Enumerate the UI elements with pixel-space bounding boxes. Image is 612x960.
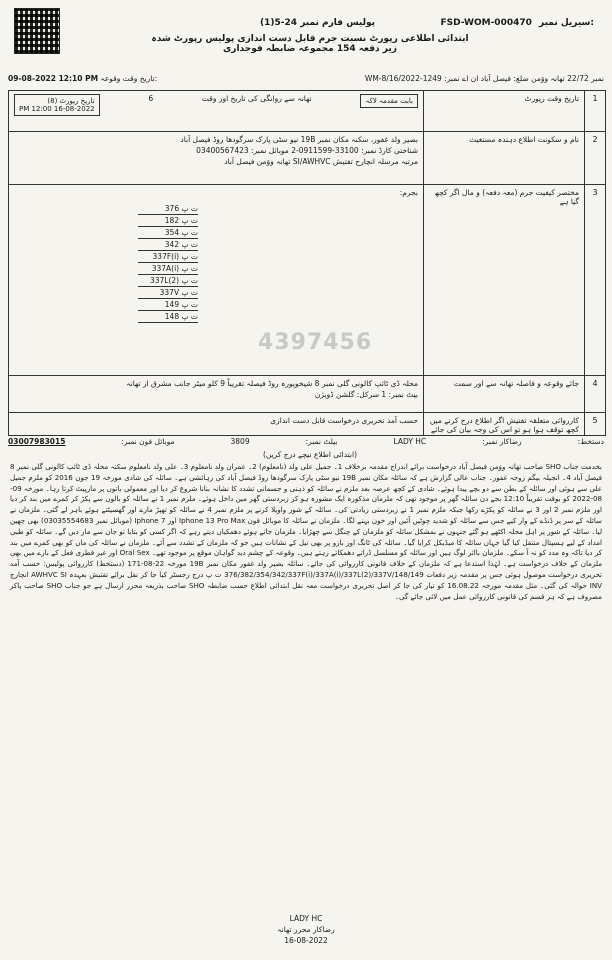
volunteer-label: رضاکار نمبر:	[482, 437, 522, 446]
section-item: 182 ت پ	[138, 215, 198, 227]
section-item: 337L(2) ت پ	[138, 275, 198, 287]
section-item: 337F(i) ت پ	[138, 251, 198, 263]
signature-row	[8, 437, 604, 446]
sections-list	[138, 203, 198, 323]
belt-number: 3809	[230, 437, 250, 446]
footer-role: رضاکار محرر تھانہ	[277, 925, 335, 934]
document-title: ابتدائی اطلاعی رپورٹ نسبت جرم قابل دست اندازی پولیس رپورٹ شدہ زیر دفعہ 154 مجموعہ ضابطہ فوجداری	[151, 34, 469, 54]
departure-label: تھانہ سے روانگی کی تاریخ اور وقت	[201, 94, 312, 103]
section-item: 342 ت پ	[138, 239, 198, 251]
incident-datetime-value: 09-08-2022 12:10 PM	[8, 74, 99, 83]
signature-label: دستخط:	[577, 437, 604, 446]
incident-datetime	[8, 74, 157, 83]
beat-circle: بیٹ نمبر: 1 سرکل: گلشن ڈویژن	[314, 390, 418, 399]
case-type-box: بابت مقدمہ لاکہ	[360, 94, 418, 108]
row4-num: 4	[584, 376, 605, 412]
incident-datetime-label: تاریخ وقت وقوعہ:	[100, 74, 158, 83]
narrative-subtitle: (ابتدائی اطلاع نیچے درج کریں)	[262, 450, 358, 459]
section-item: 337A(i) ت پ	[138, 263, 198, 275]
sections-title: بجرم:	[399, 188, 418, 197]
row2-num: 2	[584, 132, 605, 184]
row1-num: 1	[584, 91, 605, 131]
table-row	[9, 91, 605, 132]
serial-label: سیریل نمبر:	[539, 18, 594, 28]
row1-label: تاریخ وقت رپورٹ	[423, 91, 584, 131]
section-item: 376 ت پ	[138, 203, 198, 215]
narrative-text: بخدمت جناب SHO صاحب تھانہ ووَمن فیصل آباد درخواست برائے اندراج مقدمہ برخلاف 1۔ جمیل علی ولد (نامعلوم) 2۔ عمران ولد نامعلوم 3۔ علی ولد نامعلوم سکنہ محلہ ڈی ٹائپ کالونی گلی نمبر 8 فیصل آباد 4۔ انجیلہ بیگم زوجہ غفور۔ جناب عالی گزارش ہے کہ سائلہ مکان نمبر 19B نیو سٹی پارک سرگودھا روڈ فیصل آباد کی رہائشی ہے۔ سائلہ کی شادی مورخہ 19 جون 2016 کو ملزم جمیل علی سے ہوئی اور سائلہ کے بطن سے دو بچے پیدا ہوئے۔ شادی کے کچھ عرصہ بعد ملزم نے سائلہ کو ذہنی و جسمانی تشدد کا نشانہ بنانا شروع کر دیا اور معمولی باتوں پر مارپیٹ کرتا رہا۔ مورخہ 09-08-2022 کو بوقت تقریباً 12:10 بجے دن سائلہ گھر پر موجود تھی کہ ملزمان مذکورہ ایک مشورہ ہو کر زبردستی گھر میں داخل ہوئے۔ ملزم نمبر 1 نے سائلہ کو بالوں سے پکڑ کر کمرے میں بند کر دیا اور ملزم نمبر 2 اور 3 نے سائلہ کو پکڑے رکھا جبکہ ملزم نمبر 1 نے زبردستی زیادتی کی۔ سائلہ کے شور واویلا کرنے پر ملزم نمبر 4 نے سائلہ کو تھپڑ مارے اور گھسیٹتے ہوئے باہر لے گئی۔ ملزمان نے سائلہ کے سر پر ڈنڈے کے وار کیے جس سے سائلہ کو شدید چوٹیں آئیں اور خون بہنے لگا۔ ملزمان نے سائلہ کا موبائل فون Iphone 13 Pro Max اور Iphone 7 (موبائل نمبر 03035554683) بھی چھین لیا۔ سائلہ کے شور پر اہل محلہ اکٹھے ہو گئے جنہوں نے بمشکل سائلہ کو ملزمان کے چنگل سے چھڑایا۔ ملزمان جاتے ہوئے دھمکیاں دیتے رہے کہ اگر کسی کو بتایا تو جان سے مار دیں گے۔ سائلہ کو طبی امداد کے لیے ہسپتال منتقل کیا گیا جہاں سائلہ کا میڈیکل کرایا گیا۔ سائلہ کی ٹانگ اور بازو پر بھی نیل کے نشانات ہیں جو کہ ملزمان کے تشدد سے آئے۔ ملزمان نے سائلہ کی ماں کو بھی کمرے میں بند کر دیا تاکہ وہ مدد کو نہ آ سکے۔ ملزمان بااثر لوگ ہیں اور سائلہ کو مسلسل ڈراتے دھمکاتے رہتے ہیں۔ وقوعہ کے چشم دید گواہان موقع پر موجود تھے۔ Oral Sex اور غیر فطری فعل کے بارے میں بھی ملزمان کے خلاف درخواست ہے۔ لہٰذا استدعا ہے کہ ملزمان کے خلاف قانونی کارروائی کی جائے۔ سائلہ بصیر ولد غفور مکان نمبر 19B مورخہ 22-08-171 (دستخط) کارروائی پولیس: حسب آمد تحریری درخواست موصول ہوئی جس پر مقدمہ زیر دفعات 376/382/354/342/337F(i)/337A(i)/337L(2)/337V/148/149 ت پ درج رجسٹر کیا جا کر نقل برائے تفتیش بعہدہ AWHVC SI انچارج INV حوالہ کی گئی۔ مثل مقدمہ مورخہ 16.08.22 کو تیار کی جا کر اصل تحریری درخواست معہ نقل ابتدائی اطلاع حسب ضابطہ SHO صاحب بذریعہ محرر ارسال ہے جو جناب SHO صاحب پاکر مصروف ہے کہ ہر قسم کی قانونی کارروائی عمل میں لائی جائے گی۔	[10, 462, 603, 601]
footer	[0, 912, 612, 947]
row4-label: جائے وقوعہ و فاصلہ تھانہ سے اور سمت	[423, 376, 584, 412]
row5-values: حسب آمد تحریری درخواست قابل دست اندازی	[270, 416, 418, 425]
section-item: 354 ت پ	[138, 227, 198, 239]
section-item: 149 ت پ	[138, 299, 198, 311]
phone-label: موبائل فون نمبر:	[121, 437, 175, 446]
report-date-box	[14, 94, 100, 116]
qr-code-icon	[14, 8, 60, 54]
row5-num: 5	[584, 413, 605, 435]
section-item: 148 ت پ	[138, 311, 198, 323]
table-row	[9, 413, 605, 435]
report-date-value: 16-08-2022 12:00 PM	[19, 105, 95, 113]
complainant-officer: مرتبہ مرسلہ انچارج تفتیش SI/AWHVC تھانہ ووَمن فیصل آباد	[224, 157, 418, 166]
serial-value: FSD-WOM-000470	[440, 18, 532, 28]
footer-date: 16-08-2022	[284, 936, 328, 945]
form-number: پولیس فارم نمبر 24-5(1)	[260, 18, 375, 28]
row5-label: کارروائی متعلقہ تفتیش اگر اطلاع درج کرنے میں کچھ توقف ہوا ہو تو اس کی وجہ بیان کی جائے	[423, 413, 584, 435]
row2-values	[9, 132, 423, 184]
location-text: محلہ ڈی ٹائپ کالونی گلی نمبر 8 شیخوپورہ روڈ فیصلہ تقریباً 9 کلو میٹر جانب مشرق از تھانہ	[126, 379, 418, 388]
meta-row	[8, 74, 604, 83]
section-item: 337V ت پ	[138, 287, 198, 299]
belt-label: بیلٹ نمبر:	[305, 437, 338, 446]
row3-num: 3	[584, 185, 605, 375]
complainant-name: بصیر ولد غفور، سکنہ مکان نمبر 19B نیو سٹی پارک سرگودھا روڈ فیصل آباد	[180, 135, 418, 144]
row1-num2: 6	[148, 94, 154, 103]
report-date-label: تاریخ رپورٹ (8)	[47, 97, 95, 105]
complainant-cnic: شناختی کارڈ نمبر: 33100-0911599-2 موبائل نمبر: 03400567423	[196, 146, 418, 155]
officer-name: LADY HC	[393, 437, 427, 446]
phone-number: 03007983015	[8, 437, 66, 446]
table-row	[9, 132, 605, 185]
row2-label: نام و سکونت اطلاع دہندہ مستغیث	[423, 132, 584, 184]
watermark-stamp: 4397456	[258, 330, 373, 355]
table-row	[9, 376, 605, 413]
footer-name: LADY HC	[289, 914, 323, 923]
station-info: نمبر 22/72 تھانہ ووَمن ضلع: فیصل آباد ان اے نمبر: 1249-WM-8/16/2022	[364, 74, 604, 83]
fir-table	[8, 90, 606, 436]
row1-values	[9, 91, 423, 131]
serial-number	[440, 18, 598, 28]
row3-label: مختصر کیفیت جرم (معہ دفعہ) و مال اگر کچھ گیا ہے	[423, 185, 584, 375]
row4-values	[9, 376, 423, 412]
